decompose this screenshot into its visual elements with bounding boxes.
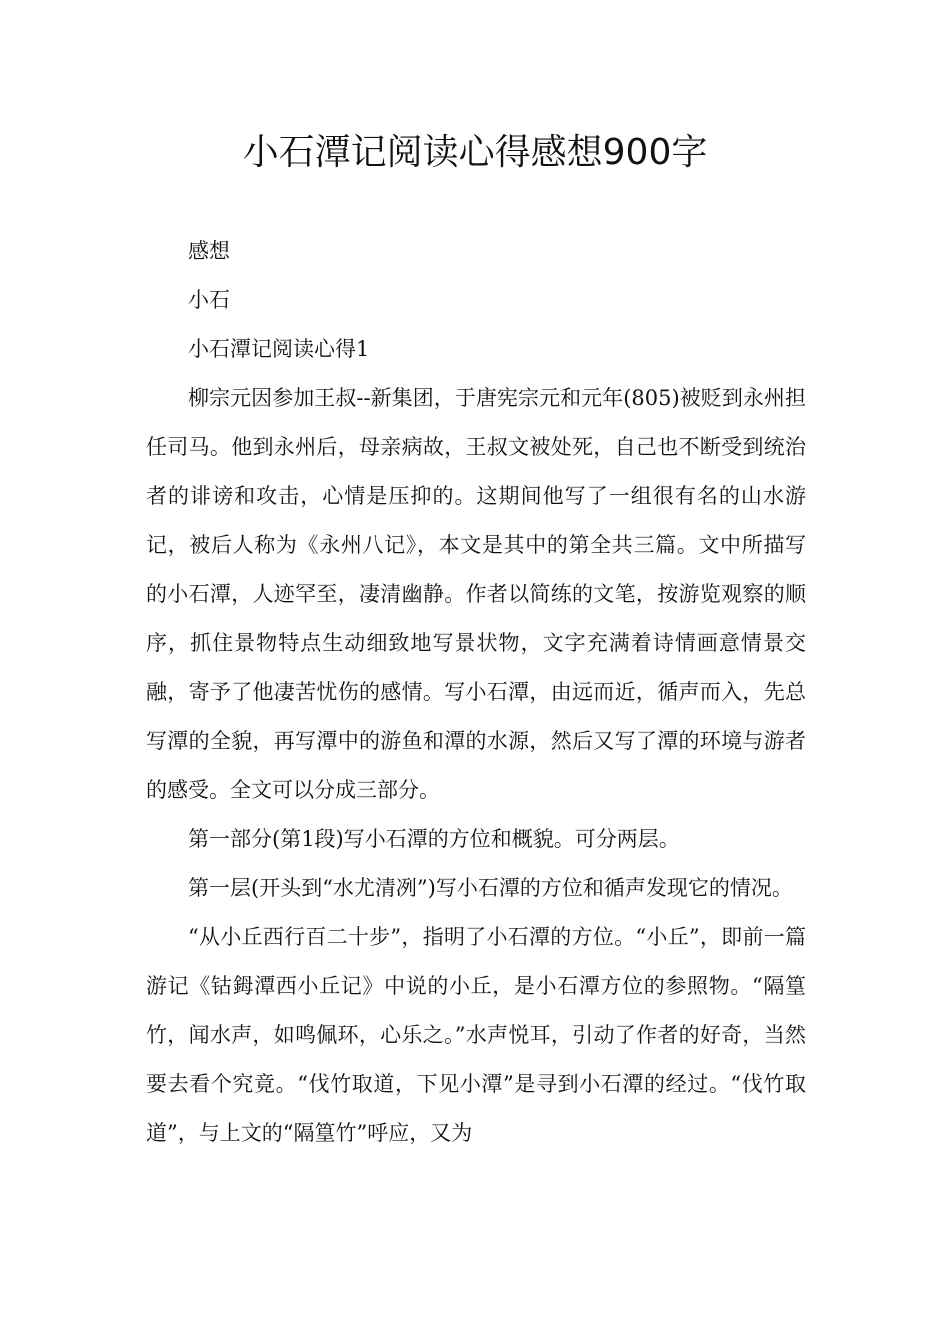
paragraph-keyword-1: 感想 <box>188 239 230 263</box>
paragraph-intro: 柳宗元因参加王叔--新集团，于唐宪宗元和元年(805)被贬到永州担任司马。他到永州后，母亲病故，王叔文被处死，自己也不断受到统治者的诽谤和攻击，心情是压抑的。这期间他写了一组很有名的山水游记，被后人称为《永州八记》，本文是其中的第全共三篇。文中所描写的小石潭，人迹罕至，凄清幽静。作者以简练的文笔，按游览观察的顺序，抓住景物特点生动细致地写景状物，文字充满着诗情画意情景交融，寄予了他凄苦忧伤的感情。写小石潭，由远而近，循声而入，先总写潭的全貌，再写潭中的游鱼和潭的水源，然后又写了潭的环境与游者的感受。全文可以分成三部分。 <box>146 386 806 802</box>
paragraph-section-heading: 小石潭记阅读心得1 <box>188 337 370 361</box>
paragraph-location: “从小丘西行百二十步”，指明了小石潭的方位。“小丘”，即前一篇游记《钴鉧潭西小丘记》中说的小丘，是小石潭方位的参照物。“隔篁竹，闻水声，如鸣佩环，心乐之。”水声悦耳，引动了作者的好奇，当然要去看个究竟。“伐竹取道，下见小潭”是寻到小石潭的经过。“伐竹取道”，与上文的“隔篁竹”呼应，又为 <box>146 925 806 1145</box>
paragraph-layer-one: 第一层(开头到“水尤清冽”)写小石潭的方位和循声发现它的情况。 <box>188 876 793 900</box>
paragraph-keyword-2: 小石 <box>188 288 230 312</box>
article-body <box>146 227 806 1158</box>
paragraph-part-one: 第一部分(第1段)写小石潭的方位和概貌。可分两层。 <box>188 827 680 851</box>
page-title: 小石潭记阅读心得感想900字 <box>242 132 708 173</box>
